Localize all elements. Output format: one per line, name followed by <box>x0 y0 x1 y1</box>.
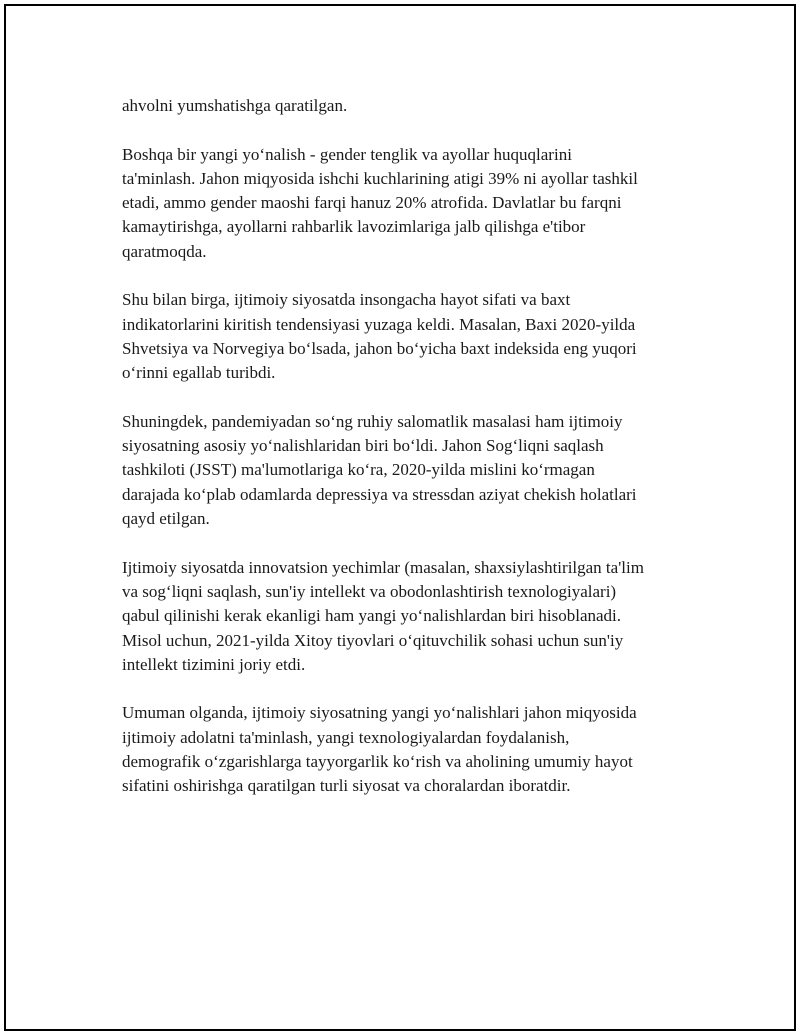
paragraph-1: ahvolni yumshatishga qaratilgan. <box>122 96 348 115</box>
paragraph-2: Boshqa bir yangi yo‘nalish - gender tenglik va ayollar huquqlarini ta'minlash. Jahon miqyosida ishchi kuchlarining atigi 39% ni ayollar tashkil etadi, ammo gender maoshi farqi hanuz 20% atrofida. Davlatlar bu farqni kamaytirishga, ayollarni rahbarlik lavozimlariga jalb qilishga e'tibor qaratmoqda. <box>122 144 638 261</box>
paragraph-6: Umuman olganda, ijtimoiy siyosatning yangi yo‘nalishlari jahon miqyosida ijtimoiy adolatni ta'minlash, yangi texnologiyalardan foydalanish, demografik o‘zgarishlarga tayyorgarlik ko‘rish va aholining umumiy hayot sifatini oshirishga qaratilgan turli siyosat va choralardan iboratdir. <box>122 703 637 796</box>
paragraph-4: Shuningdek, pandemiyadan so‘ng ruhiy salomatlik masalasi ham ijtimoiy siyosatning asosiy yo‘nalishlaridan biri bo‘ldi. Jahon Sog‘liqni saqlash tashkiloti (JSST) ma'lumotlariga ko‘ra, 2020-yilda mislini ko‘rmagan darajada ko‘plab odamlarda depressiya va stressdan aziyat chekish holatlari qayd etilgan. <box>122 411 637 529</box>
paragraph-5: Ijtimoiy siyosatda innovatsion yechimlar (masalan, shaxsiylashtirilgan ta'lim va sog‘liqni saqlash, sun'iy intellekt va obodonlashtirish texnologiyalari) qabul qilinishi kerak ekanligi ham yangi yo‘nalishlardan biri hisoblanadi. Misol uchun, 2021-yilda Xitoy tiyovlari o‘qituvchilik sohasi uchun sun'iy intellekt tizimini joriy etdi. <box>122 557 644 674</box>
document-body <box>122 94 702 799</box>
page-frame <box>4 4 796 1031</box>
paragraph-3: Shu bilan birga, ijtimoiy siyosatda insongacha hayot sifati va baxt indikatorlarini kiritish tendensiyasi yuzaga keldi. Masalan, Baxi 2020-yilda Shvetsiya va Norvegiya bo‘lsada, jahon bo‘yicha baxt indeksida eng yuqori o‘rinni egallab turibdi. <box>122 290 637 383</box>
